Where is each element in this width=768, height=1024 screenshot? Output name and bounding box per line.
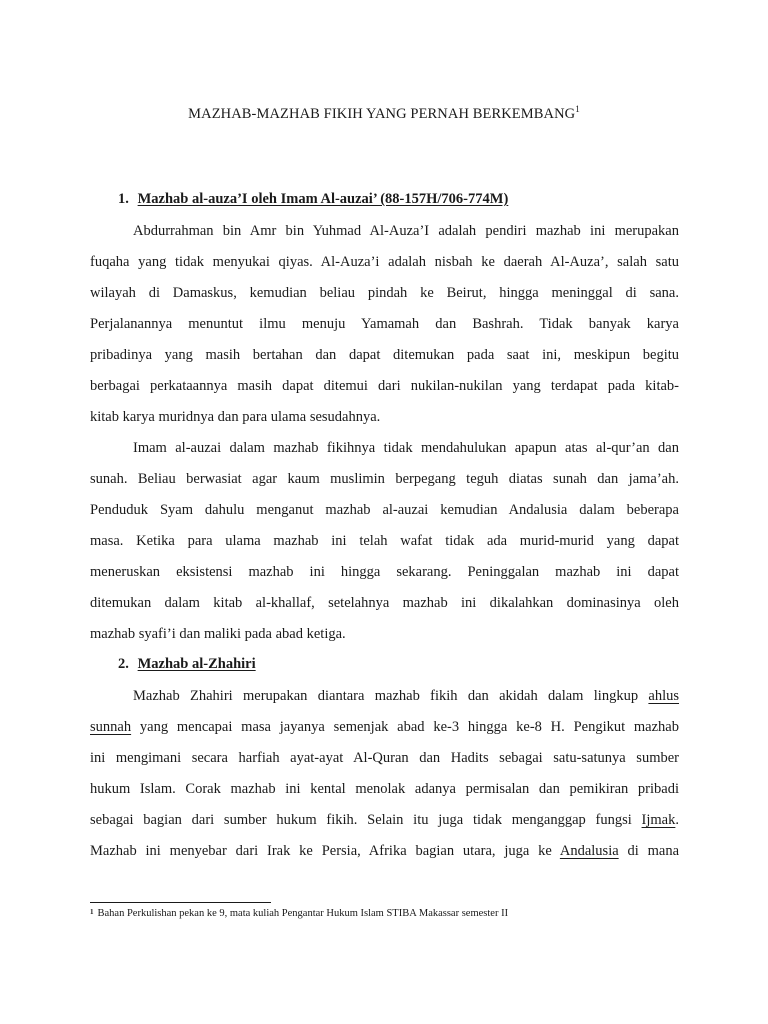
paragraph-line	[90, 805, 679, 836]
section-2-heading	[118, 656, 256, 673]
section-1-paragraph-1	[90, 216, 679, 433]
paragraph-line	[90, 712, 679, 743]
paragraph-line: hukum Islam. Corak mazhab ini kental menolak adanya permisalan dan pemikiran pribadi	[90, 781, 679, 797]
paragraph-line: kitab karya muridnya dan para ulama sesudahnya.	[90, 409, 381, 425]
paragraph-line: mazhab syafi’i dan maliki pada abad ketiga.	[90, 626, 346, 642]
paragraph-line: Perjalanannya menuntut ilmu menuju Yamamah dan Bashrah. Tidak banyak karya	[90, 316, 679, 332]
line-text: Mazhab Zhahiri merupakan diantara mazhab fikih dan akidah dalam lingkup	[133, 688, 639, 704]
section-2-number: 2.	[118, 656, 129, 672]
footnote-separator	[90, 902, 271, 903]
paragraph-line	[90, 681, 679, 712]
footnote	[90, 908, 508, 919]
paragraph-line: Imam al-auzai dalam mazhab fikihnya tidak mendahulukan apapun atas al-qur’an dan	[133, 440, 679, 456]
paragraph-line: ditemukan dalam kitab al-khallaf, setelahnya mazhab ini dikalahkan dominasinya oleh	[90, 595, 679, 611]
title-text: MAZHAB-MAZHAB FIKIH YANG PERNAH BERKEMBANG	[188, 106, 576, 122]
footnote-number: 1	[90, 908, 94, 916]
section-2-paragraph-1	[90, 681, 679, 867]
paragraph-line: wilayah di Damaskus, kemudian beliau pindah ke Beirut, hingga meninggal di sana.	[90, 285, 679, 301]
section-1-paragraph-2	[90, 433, 679, 650]
section-1-heading-text: Mazhab al-auza’I oleh Imam Al-auzai’ (88-157H/706-774M)	[137, 191, 509, 207]
link-sunnah[interactable]: sunnah	[90, 719, 132, 735]
page-title	[0, 106, 768, 123]
paragraph-line: Penduduk Syam dahulu menganut mazhab al-auzai kemudian Andalusia dalam beberapa	[90, 502, 679, 518]
link-ahlus[interactable]: ahlus	[648, 688, 680, 704]
paragraph-line: Abdurrahman bin Amr bin Yuhmad Al-Auza’I adalah pendiri mazhab ini merupakan	[133, 223, 679, 239]
section-2-heading-text: Mazhab al-Zhahiri	[137, 656, 256, 672]
line-text: yang mencapai masa jayanya semenjak abad ke-3 hingga ke-8 H. Pengikut mazhab	[131, 719, 679, 735]
link-andalusia[interactable]: Andalusia	[559, 843, 619, 859]
line-text: .	[675, 812, 679, 828]
line-text: di mana	[618, 843, 680, 859]
paragraph-line: berbagai perkataannya masih dapat ditemui dari nukilan-nukilan yang terdapat pada kitab-	[90, 378, 679, 394]
footnote-text: Bahan Perkulishan pekan ke 9, mata kuliah Pengantar Hukum Islam STIBA Makassar semester II	[97, 908, 509, 919]
paragraph-line	[90, 836, 679, 867]
paragraph-line: ini mengimani secara harfiah ayat-ayat Al-Quran dan Hadits sebagai satu-satunya sumber	[90, 750, 679, 766]
paragraph-line: meneruskan eksistensi mazhab ini hingga sekarang. Peninggalan mazhab ini dapat	[90, 564, 679, 580]
paragraph-line: pribadinya yang masih bertahan dan dapat ditemukan pada saat ini, meskipun begitu	[90, 347, 679, 363]
paragraph-line: masa. Ketika para ulama mazhab ini telah wafat tidak ada murid-murid yang dapat	[90, 533, 679, 549]
paragraph-line: fuqaha yang tidak menyukai qiyas. Al-Auza’i adalah nisbah ke daerah Al-Auza’, salah satu	[90, 254, 679, 270]
line-text: sebagai bagian dari sumber hukum fikih. Selain itu juga tidak menganggap fungsi	[90, 812, 642, 828]
line-text: Mazhab ini menyebar dari Irak ke Persia, Afrika bagian utara, juga ke	[90, 843, 560, 859]
section-1-number: 1.	[118, 191, 129, 207]
title-footnote-ref[interactable]: 1	[575, 104, 580, 114]
link-ijmak[interactable]: Ijmak	[641, 812, 676, 828]
paragraph-line: sunah. Beliau berwasiat agar kaum muslimin berpegang teguh diatas sunah dan jama’ah.	[90, 471, 679, 487]
section-1-heading	[118, 191, 508, 208]
